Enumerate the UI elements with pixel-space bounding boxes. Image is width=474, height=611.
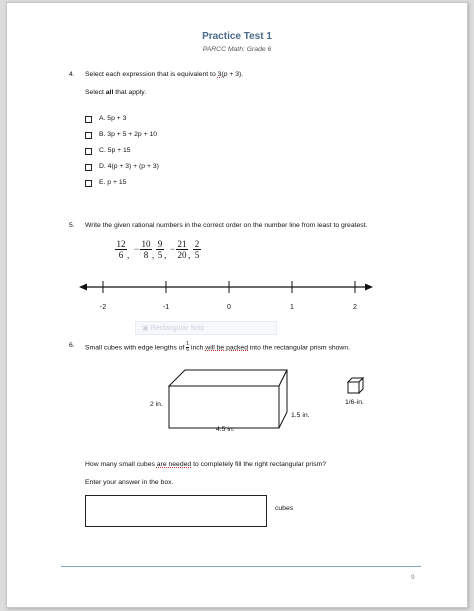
q6-question-b: are needed [156,461,192,468]
q6-frac-num: 1 [186,341,190,347]
q6-prompt-b: inch [189,344,206,352]
q5-sep-3: , [164,250,167,260]
q4-number: 4. [69,71,75,78]
q4-option-a-label: A. 5p + 3 [99,115,127,122]
number-line-right-arrow [365,284,373,291]
q5-fraction-2-num: 10 [141,239,151,249]
q4-option-b-label: B. 3p + 5 + 2p + 10 [99,131,158,138]
q5-minus-1: − [134,244,140,254]
q4-option-b-checkbox[interactable] [85,132,92,139]
q6-question-a: How many small cubes [85,461,157,468]
q4-instruction [85,89,146,96]
q5-fraction-1-num: 12 [116,239,126,249]
answer-unit-label: cubes [275,505,294,512]
page-title: Practice Test 1 [202,31,272,42]
q6-prompt [85,342,350,353]
page-number: 9 [411,574,415,581]
number-line-tick-label: -2 [99,304,107,311]
q5-fraction-3-den: 5 [157,250,163,260]
prism-depth-label: 1.5 in. [291,412,310,419]
q5-fraction-5-den: 5 [194,250,200,260]
q5-fraction-4 [176,239,191,260]
q4-expression-coef: 3( [217,71,224,78]
q6-question-c: to completely fill the right rectangular prism? [191,461,327,468]
q6-prompt-d: into the rectangular prism shown. [248,344,351,352]
q5-fraction-4-den: 20 [177,250,187,260]
q5-minus-2: − [170,244,176,254]
prism-height-label: 2 in. [150,401,163,408]
number-line-tick-label: 0 [227,304,231,311]
q5-sep-1: , [127,250,130,260]
q4-instruction-a: Select [85,89,106,96]
q4-expression-var: p [223,71,228,78]
snip-overlay-label: Rectangular Snip [150,325,205,332]
cube-front-face [348,382,359,393]
q5-fraction-3-num: 9 [157,239,163,249]
q6-frac-den: 6 [186,347,190,353]
q4-option-c-checkbox[interactable] [85,148,92,155]
q4-option-a-checkbox[interactable] [85,116,92,123]
small-cube [346,376,366,396]
q5-fraction-5 [193,239,201,260]
q4-instruction-all: all [105,89,114,96]
rectangular-prism [167,366,292,434]
q5-sep-4: , [188,250,191,260]
q5-fraction-5-num: 2 [194,239,200,249]
q5-fraction-4-num: 21 [177,239,187,249]
q5-fraction-2-den: 8 [143,250,149,260]
q5-fraction-1-den: 6 [118,250,124,260]
q4-instruction-c: that apply. [113,89,147,96]
prism-top-face [169,370,287,386]
q4-option-d-checkbox[interactable] [85,164,92,171]
q4-option-e-label: E. p + 15 [99,179,127,186]
q5-prompt: Write the given rational numbers in the correct order on the number line from least to greatest. [85,222,368,229]
number-line-left-arrow [79,284,87,291]
q4-expression-rest: + 3). [227,71,244,78]
q6-instruction: Enter your answer in the box. [85,479,174,486]
q4-option-d-label: D. 4(p + 3) + (p + 3) [99,163,159,170]
snip-icon: ▣ [142,325,151,332]
q4-prompt [85,71,243,78]
q6-number: 6. [69,342,75,349]
q5-fraction-3 [156,239,167,260]
q5-fraction-2 [140,239,155,260]
q4-option-c-label: C. 5p + 15 [99,147,131,154]
rectangular-snip-overlay [135,321,277,335]
prism-length-label: 4.5 in. [216,426,235,433]
q4-prompt-text: Select each expression that is equivalent to [85,71,218,78]
page-subtitle: PARCC Math: Grade 6 [202,46,272,53]
q6-prompt-a: Small cubes with edge lengths of [85,344,187,352]
prism-front-face [169,386,279,428]
cube-label: 1/6-in. [345,399,364,406]
q5-number-line [77,275,377,315]
number-line-tick-label: 1 [290,304,294,311]
number-line-tick-label: -1 [162,304,170,311]
q4-option-e-checkbox[interactable] [85,180,92,187]
answer-input-box[interactable] [85,495,267,527]
q6-prompt-c: will be packed [205,344,248,352]
number-line-tick-label: 2 [353,304,357,311]
footer-divider [61,566,421,567]
q6-question [85,461,326,468]
q5-sep-2: , [152,250,155,260]
document-page [6,2,468,608]
q5-fraction-1 [115,239,130,260]
q5-number: 5. [69,222,75,229]
